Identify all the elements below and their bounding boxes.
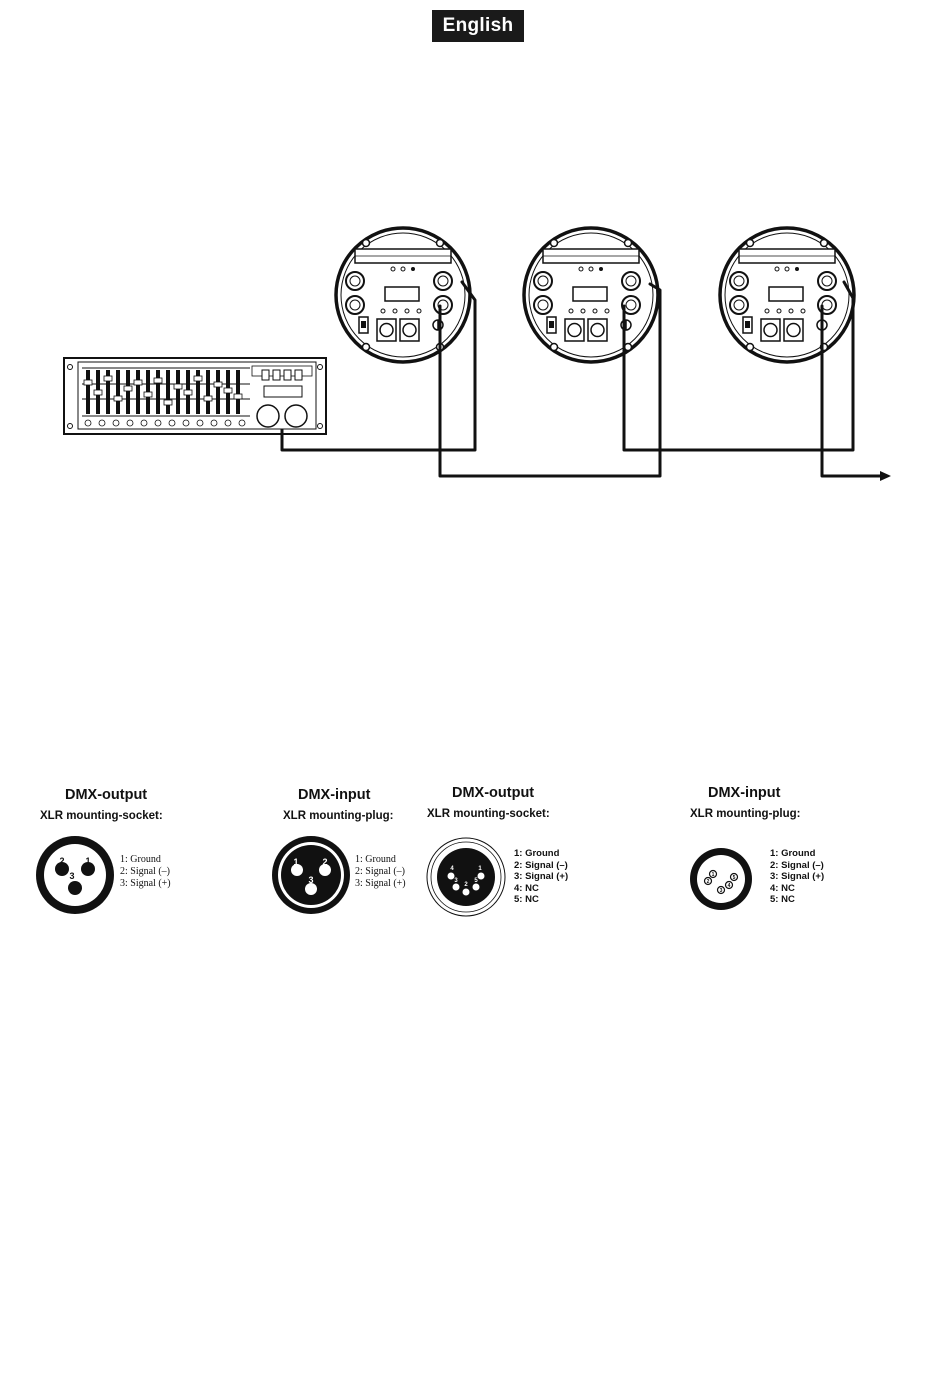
fixture-1	[336, 228, 470, 362]
connector-title: DMX-output	[65, 787, 148, 803]
connector-subtitle: XLR mounting-plug:	[283, 810, 394, 822]
pin-label: 2	[322, 857, 328, 867]
pin-5: 5: NC	[514, 894, 539, 905]
pin-4: 4: NC	[514, 882, 539, 894]
dmx-controller	[64, 358, 326, 434]
connector-title: DMX-input	[298, 787, 371, 803]
connector-subtitle: XLR mounting-plug:	[690, 808, 801, 820]
pin-label: 1	[711, 872, 715, 878]
pin-2: 2: Signal (–)	[514, 859, 568, 871]
pin-3: 3: Signal (+)	[514, 871, 569, 882]
pin-label: 5	[474, 878, 478, 884]
xlr3-socket-icon	[34, 834, 116, 916]
xlr5-plug-icon	[688, 846, 754, 912]
arrow-icon	[880, 471, 891, 481]
connector-title: DMX-input	[708, 785, 781, 801]
pin-list	[770, 848, 824, 906]
pin-4: 4: NC	[770, 882, 795, 894]
pin-label: 1	[478, 866, 482, 872]
pin-label: 3	[69, 871, 75, 881]
pin-label: 3	[308, 875, 314, 885]
pin-label: 4	[450, 866, 454, 872]
xlr3-plug-icon	[270, 834, 352, 916]
pin-2: 2: Signal (–)	[355, 866, 405, 877]
pin-list	[120, 854, 171, 890]
pin-3: 3: Signal (+)	[120, 878, 171, 889]
pin-5: 5: NC	[770, 894, 795, 905]
pin-label: 2	[59, 856, 65, 866]
pin-1: 1: Ground	[355, 854, 396, 865]
pin-label: 3	[454, 878, 458, 884]
connector-title: DMX-output	[452, 785, 535, 801]
pin-label: 5	[732, 875, 736, 881]
pin-3: 3: Signal (+)	[770, 871, 825, 882]
pin-list	[355, 854, 406, 890]
connector-subtitle: XLR mounting-socket:	[40, 810, 163, 822]
pin-2: 2: Signal (–)	[770, 859, 824, 871]
pin-label: 4	[727, 883, 731, 889]
fixture-2	[524, 228, 658, 362]
connector-subtitle: XLR mounting-socket:	[427, 808, 550, 820]
pin-label: 1	[85, 856, 91, 866]
pin-list	[514, 848, 568, 906]
fixture-3	[720, 228, 854, 362]
pin-1: 1: Ground	[770, 848, 816, 859]
pin-1: 1: Ground	[120, 854, 161, 865]
pin-2: 2: Signal (–)	[120, 866, 170, 877]
pin-label: 1	[293, 857, 299, 867]
xlr5-socket-icon	[425, 836, 507, 918]
pin-label: 2	[464, 882, 468, 888]
pin-3: 3: Signal (+)	[355, 878, 406, 889]
language-badge: English	[432, 10, 524, 42]
pin-1: 1: Ground	[514, 848, 560, 859]
pin-label: 2	[706, 879, 710, 885]
pin-label: 3	[719, 888, 723, 894]
dmx-wiring-diagram	[0, 0, 950, 520]
